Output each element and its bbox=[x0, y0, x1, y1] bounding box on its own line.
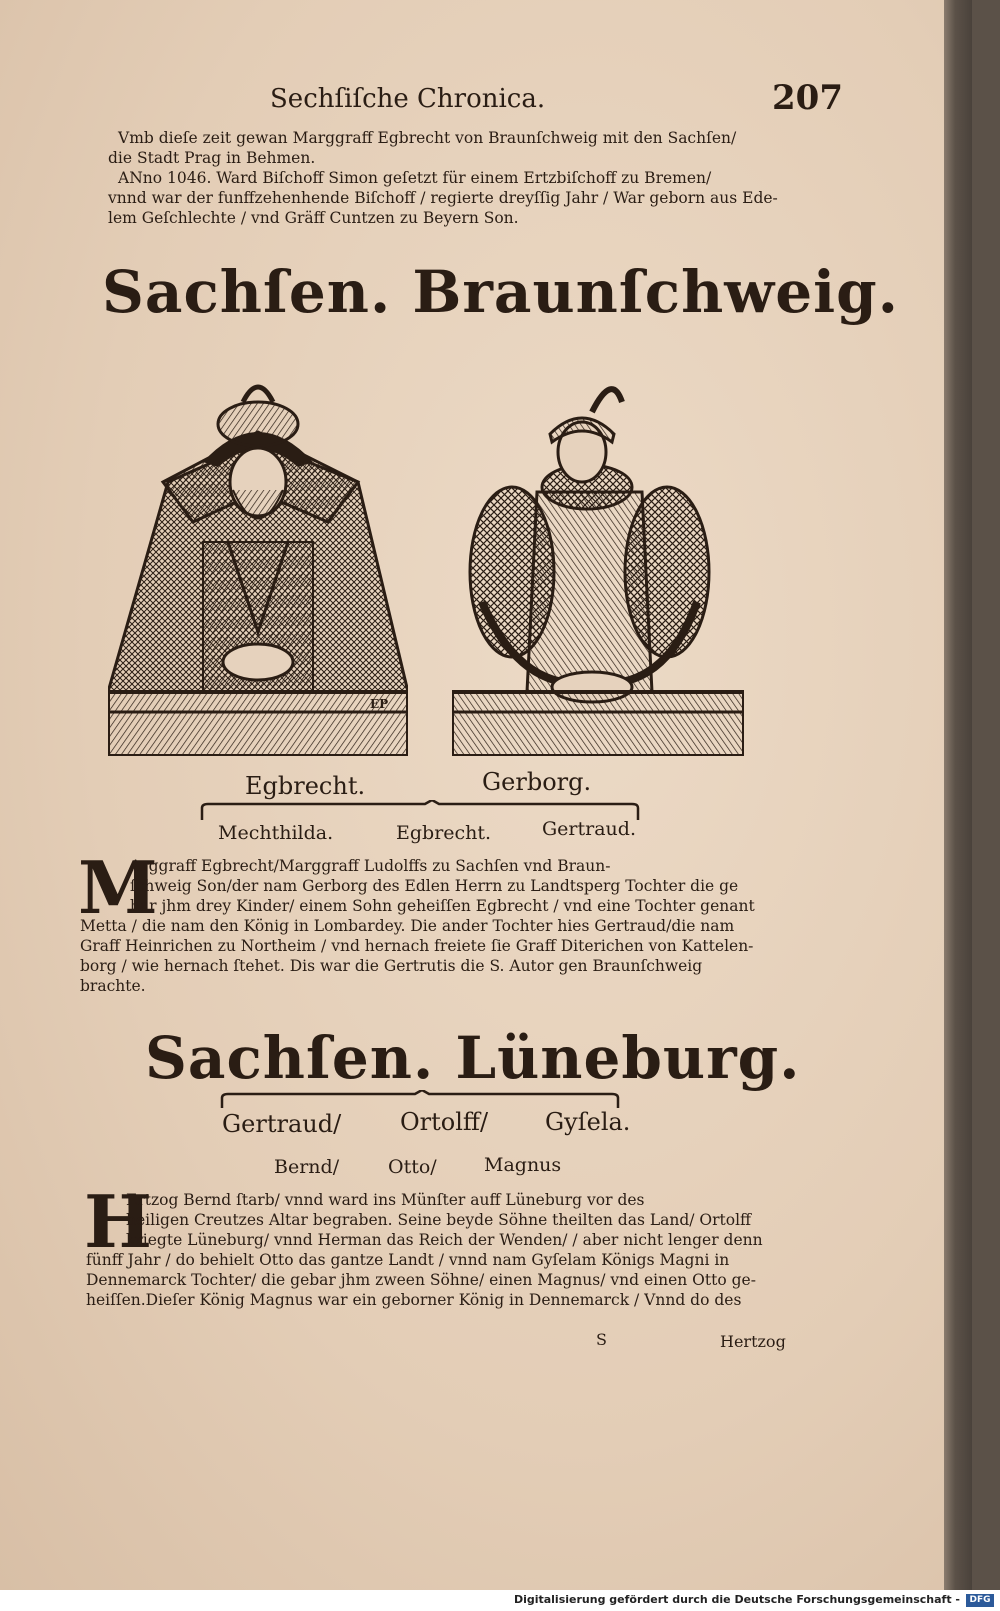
child-name: Egbrecht. bbox=[396, 822, 492, 844]
woodcut-initials: EP bbox=[370, 697, 389, 711]
heading-sachsen-lueneburg: Sachſen. Lüneburg. bbox=[145, 1024, 801, 1092]
page-number: 207 bbox=[772, 78, 843, 118]
para-line: heiſſen.Dieſer König Magnus war ein geborner König in Dennemarck / Vnnd do des bbox=[86, 1291, 742, 1309]
woodcut-egbrecht bbox=[108, 372, 408, 756]
intro-line: vnnd war der funffzehenhende Biſchoff / regierte dreyſſig Jahr / War geborn aus Ede- bbox=[108, 189, 778, 207]
child-name: Gertraud/ bbox=[222, 1110, 342, 1138]
running-head: Sechſiſche Chronica. bbox=[270, 84, 546, 114]
para-line: kriegte Lüneburg/ vnnd Herman das Reich der Wenden/ / aber nicht lenger denn bbox=[126, 1231, 763, 1249]
paragraph-bernd bbox=[86, 1190, 763, 1310]
para-line: fünff Jahr / do behielt Otto das gantze Landt / vnnd nam Gyſelam Königs Magni in bbox=[86, 1251, 730, 1269]
woodcut-gerborg bbox=[452, 372, 744, 756]
parent-name: Magnus bbox=[484, 1154, 562, 1176]
para-line: ſchweig Son/der nam Gerborg des Edlen Herrn zu Landtsperg Tochter die ge bbox=[130, 877, 739, 895]
para-line: Metta / die nam den König in Lombardey. Die ander Tochter hies Gertraud/die nam bbox=[80, 917, 735, 935]
parent-name: Bernd/ bbox=[274, 1156, 340, 1178]
intro-line: ANno 1046. Ward Biſchoff Simon geſetzt für einem Ertzbiſchoff zu Bremen/ bbox=[118, 169, 712, 187]
drop-capital-h: H bbox=[84, 1179, 153, 1264]
paragraph-egbrecht bbox=[80, 856, 755, 996]
genealogy-bracket bbox=[220, 1090, 620, 1110]
intro-paragraph bbox=[108, 128, 778, 228]
para-line: Dennemarck Tochter/ die gebar jhm zween Söhne/ einen Magnus/ vnd einen Otto ge- bbox=[86, 1271, 756, 1289]
para-line: Ertzog Bernd ſtarb/ vnnd ward ins Münſter auff Lüneburg vor des bbox=[126, 1191, 645, 1209]
para-line: bar jhm drey Kinder/ einem Sohn geheiſſen Egbrecht / vnd eine Tochter genant bbox=[130, 897, 755, 915]
catchword: Hertzog bbox=[720, 1332, 786, 1351]
caption-egbrecht: Egbrecht. bbox=[245, 772, 366, 800]
para-line: heiligen Creutzes Altar begraben. Seine beyde Söhne theilten das Land/ Ortolff bbox=[126, 1211, 752, 1229]
footer-credit: Digitalisierung gefördert durch die Deutsche Forschungsgemeinschaft - bbox=[513, 1593, 960, 1606]
dfg-logo: DFG bbox=[966, 1594, 994, 1607]
intro-line: lem Geſchlechte / vnd Gräff Cuntzen zu Beyern Son. bbox=[108, 209, 519, 227]
parent-name: Otto/ bbox=[388, 1156, 437, 1178]
para-line: Graff Heinrichen zu Northeim / vnd hernach freiete ſie Graff Diterichen von Kattelen- bbox=[80, 937, 754, 955]
signature-mark: S bbox=[596, 1330, 607, 1349]
child-name: Ortolff/ bbox=[400, 1108, 489, 1136]
heading-sachsen-braunschweig: Sachſen. Braunſchweig. bbox=[102, 258, 899, 326]
intro-line: die Stadt Prag in Behmen. bbox=[108, 149, 316, 167]
para-line: borg / wie hernach ſtehet. Dis war die Gertrutis die S. Autor gen Braunſchweig bbox=[80, 957, 703, 975]
child-name: Mechthilda. bbox=[218, 822, 334, 844]
child-name: Gertraud. bbox=[542, 818, 636, 840]
digitization-footer bbox=[0, 1590, 1000, 1611]
book-spine bbox=[944, 0, 972, 1590]
para-line: Arggraff Egbrecht/Marggraff Ludolffs zu Sachſen vnd Braun- bbox=[130, 857, 611, 875]
drop-capital-m: M bbox=[78, 845, 158, 930]
para-line: brachte. bbox=[80, 977, 146, 995]
caption-gerborg: Gerborg. bbox=[482, 768, 592, 796]
child-name: Gyſela. bbox=[545, 1108, 631, 1136]
intro-line: Vmb dieſe zeit gewan Marggraff Egbrecht von Braunſchweig mit den Sachſen/ bbox=[118, 129, 737, 147]
